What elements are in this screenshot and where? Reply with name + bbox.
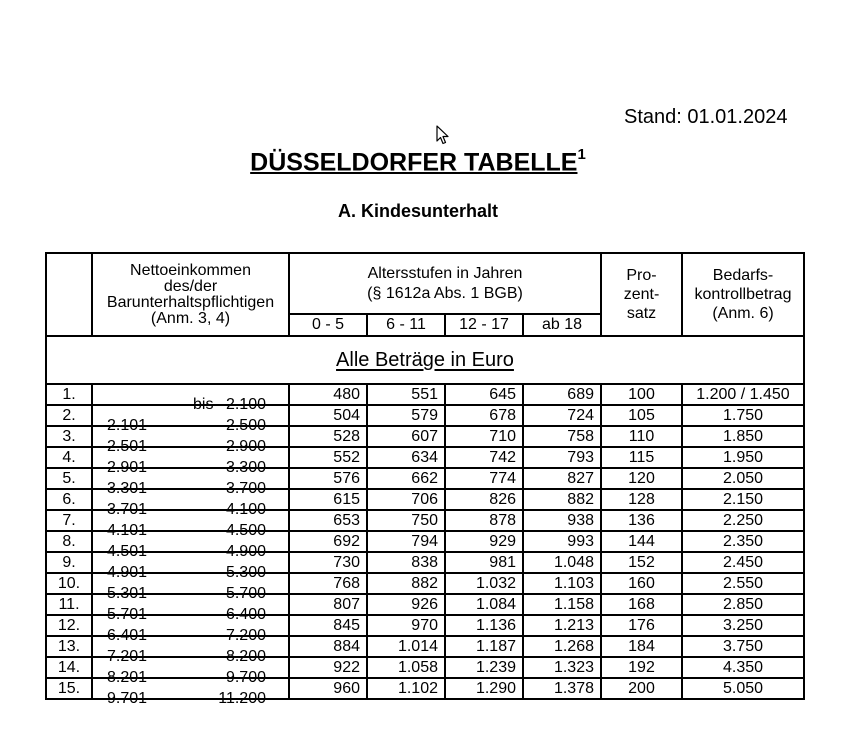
- table-row: [46, 384, 804, 405]
- percent-value: 144: [601, 531, 682, 552]
- amount-18-plus: 1.158: [523, 594, 601, 615]
- control-amount: 4.350: [682, 657, 804, 678]
- row-number: 15.: [46, 678, 92, 699]
- income-range: 3.701 - 4.100: [92, 489, 289, 510]
- percent-value: 168: [601, 594, 682, 615]
- amount-6-11: 750: [367, 510, 445, 531]
- table-row: [46, 594, 804, 615]
- control-amount: 2.050: [682, 468, 804, 489]
- table-row: [46, 657, 804, 678]
- control-amount: 2.350: [682, 531, 804, 552]
- control-amount: 1.200 / 1.450: [682, 384, 804, 405]
- percent-value: 100: [601, 384, 682, 405]
- table-body: [46, 384, 804, 707]
- amount-6-11: 926: [367, 594, 445, 615]
- table-row: [46, 468, 804, 489]
- amount-18-plus: 793: [523, 447, 601, 468]
- amount-12-17: 1.032: [445, 573, 523, 594]
- amount-18-plus: 1.323: [523, 657, 601, 678]
- amount-18-plus: 1.048: [523, 552, 601, 573]
- amount-6-11: 662: [367, 468, 445, 489]
- table-row: [46, 426, 804, 447]
- income-range: 8.201 - 9.700: [92, 657, 289, 678]
- amount-6-11: 1.102: [367, 678, 445, 699]
- row-number: 5.: [46, 468, 92, 489]
- control-amount: 1.950: [682, 447, 804, 468]
- percent-value: 110: [601, 426, 682, 447]
- amount-6-11: 607: [367, 426, 445, 447]
- amount-0-5: 692: [289, 531, 367, 552]
- income-range: 6.401 - 7.200: [92, 615, 289, 636]
- amount-18-plus: 938: [523, 510, 601, 531]
- percent-value: 200: [601, 678, 682, 699]
- stand-date: Stand: 01.01.2024: [624, 106, 788, 128]
- amount-18-plus: 758: [523, 426, 601, 447]
- control-amount: 2.850: [682, 594, 804, 615]
- percent-value: 184: [601, 636, 682, 657]
- income-range: 5.701 - 6.400: [92, 594, 289, 615]
- income-range: 3.301 - 3.700: [92, 468, 289, 489]
- amount-12-17: 929: [445, 531, 523, 552]
- control-amount: 2.550: [682, 573, 804, 594]
- amount-6-11: 838: [367, 552, 445, 573]
- percent-value: 136: [601, 510, 682, 531]
- row-number: 4.: [46, 447, 92, 468]
- row-number: 6.: [46, 489, 92, 510]
- row-number: 7.: [46, 510, 92, 531]
- amount-18-plus: 724: [523, 405, 601, 426]
- amount-12-17: 878: [445, 510, 523, 531]
- amount-0-5: 807: [289, 594, 367, 615]
- amount-18-plus: 1.268: [523, 636, 601, 657]
- percent-header: Pro- zent- satz: [601, 253, 682, 336]
- amount-12-17: 742: [445, 447, 523, 468]
- income-range: 4.101 - 4.500: [92, 510, 289, 531]
- income-range: bis 2.100: [92, 384, 289, 405]
- row-number: 8.: [46, 531, 92, 552]
- table-row: [46, 636, 804, 657]
- amount-12-17: 1.239: [445, 657, 523, 678]
- income-range: 4.901 - 5.300: [92, 552, 289, 573]
- amount-18-plus: 1.213: [523, 615, 601, 636]
- control-amount: 2.250: [682, 510, 804, 531]
- amount-18-plus: 1.378: [523, 678, 601, 699]
- amount-0-5: 845: [289, 615, 367, 636]
- amount-12-17: 826: [445, 489, 523, 510]
- section-subtitle: A. Kindesunterhalt: [337, 201, 498, 221]
- age-levels-header: Altersstufen in Jahren (§ 1612a Abs. 1 BGB): [289, 253, 601, 314]
- currency-banner: Alle Beträge in Euro: [46, 336, 804, 384]
- amount-18-plus: 827: [523, 468, 601, 489]
- amount-12-17: 1.136: [445, 615, 523, 636]
- row-number: 1.: [46, 384, 92, 405]
- control-amount-header: Bedarfs- kontrollbetrag (Anm. 6): [682, 253, 804, 336]
- amount-6-11: 706: [367, 489, 445, 510]
- control-amount: 2.150: [682, 489, 804, 510]
- control-amount: 1.750: [682, 405, 804, 426]
- child-support-table: [45, 252, 805, 707]
- row-number: 9.: [46, 552, 92, 573]
- age-group-0-5: 0 - 5: [289, 314, 367, 336]
- row-number: 3.: [46, 426, 92, 447]
- percent-value: 160: [601, 573, 682, 594]
- amount-0-5: 504: [289, 405, 367, 426]
- amount-6-11: 794: [367, 531, 445, 552]
- table-row: [46, 531, 804, 552]
- amount-6-11: 634: [367, 447, 445, 468]
- income-range: 2.501 - 2.900: [92, 426, 289, 447]
- income-range: 7.201 - 8.200: [92, 636, 289, 657]
- table-row: [46, 678, 804, 699]
- income-range: 4.501 - 4.900: [92, 531, 289, 552]
- row-number: 14.: [46, 657, 92, 678]
- table-row: [46, 615, 804, 636]
- amount-0-5: 576: [289, 468, 367, 489]
- amount-0-5: 615: [289, 489, 367, 510]
- amount-12-17: 981: [445, 552, 523, 573]
- mouse-pointer-icon: [436, 125, 450, 145]
- table-row: [46, 489, 804, 510]
- amount-0-5: 884: [289, 636, 367, 657]
- control-amount: 3.750: [682, 636, 804, 657]
- amount-6-11: 1.058: [367, 657, 445, 678]
- amount-18-plus: 993: [523, 531, 601, 552]
- percent-value: 152: [601, 552, 682, 573]
- amount-6-11: 970: [367, 615, 445, 636]
- row-number: 11.: [46, 594, 92, 615]
- amount-18-plus: 882: [523, 489, 601, 510]
- amount-12-17: 1.084: [445, 594, 523, 615]
- amount-6-11: 1.014: [367, 636, 445, 657]
- age-group-12-17: 12 - 17: [445, 314, 523, 336]
- percent-value: 128: [601, 489, 682, 510]
- row-number: 2.: [46, 405, 92, 426]
- row-number: 13.: [46, 636, 92, 657]
- age-group-6-11: 6 - 11: [367, 314, 445, 336]
- percent-value: 192: [601, 657, 682, 678]
- table-row: [46, 510, 804, 531]
- table-row: [46, 447, 804, 468]
- amount-12-17: 645: [445, 384, 523, 405]
- amount-6-11: 882: [367, 573, 445, 594]
- amount-12-17: 774: [445, 468, 523, 489]
- amount-18-plus: 689: [523, 384, 601, 405]
- row-number-header: [46, 253, 92, 336]
- table-row: [46, 552, 804, 573]
- percent-value: 176: [601, 615, 682, 636]
- control-amount: 5.050: [682, 678, 804, 699]
- amount-0-5: 960: [289, 678, 367, 699]
- amount-0-5: 730: [289, 552, 367, 573]
- percent-value: 105: [601, 405, 682, 426]
- percent-value: 120: [601, 468, 682, 489]
- income-range: 2.101 - 2.500: [92, 405, 289, 426]
- amount-12-17: 678: [445, 405, 523, 426]
- control-amount: 3.250: [682, 615, 804, 636]
- income-range: 9.701 - 11.200: [92, 678, 289, 699]
- amount-12-17: 710: [445, 426, 523, 447]
- income-range: 2.901 - 3.300: [92, 447, 289, 468]
- percent-value: 115: [601, 447, 682, 468]
- amount-0-5: 653: [289, 510, 367, 531]
- amount-12-17: 1.187: [445, 636, 523, 657]
- amount-0-5: 552: [289, 447, 367, 468]
- amount-18-plus: 1.103: [523, 573, 601, 594]
- title-text: DÜSSELDORFER TABELLE: [250, 148, 578, 177]
- row-number: 12.: [46, 615, 92, 636]
- amount-0-5: 922: [289, 657, 367, 678]
- page-title: [0, 148, 836, 177]
- income-header: Nettoeinkommen des/der Barunterhaltspflichtigen (Anm. 3, 4): [92, 253, 289, 336]
- control-amount: 1.850: [682, 426, 804, 447]
- age-group-18-plus: ab 18: [523, 314, 601, 336]
- amount-0-5: 768: [289, 573, 367, 594]
- amount-6-11: 579: [367, 405, 445, 426]
- amount-0-5: 528: [289, 426, 367, 447]
- amount-12-17: 1.290: [445, 678, 523, 699]
- control-amount: 2.450: [682, 552, 804, 573]
- row-number: 10.: [46, 573, 92, 594]
- income-range: 5.301 - 5.700: [92, 573, 289, 594]
- table-row: [46, 405, 804, 426]
- amount-0-5: 480: [289, 384, 367, 405]
- title-footnote: 1: [577, 146, 586, 163]
- table-row: [46, 573, 804, 594]
- amount-6-11: 551: [367, 384, 445, 405]
